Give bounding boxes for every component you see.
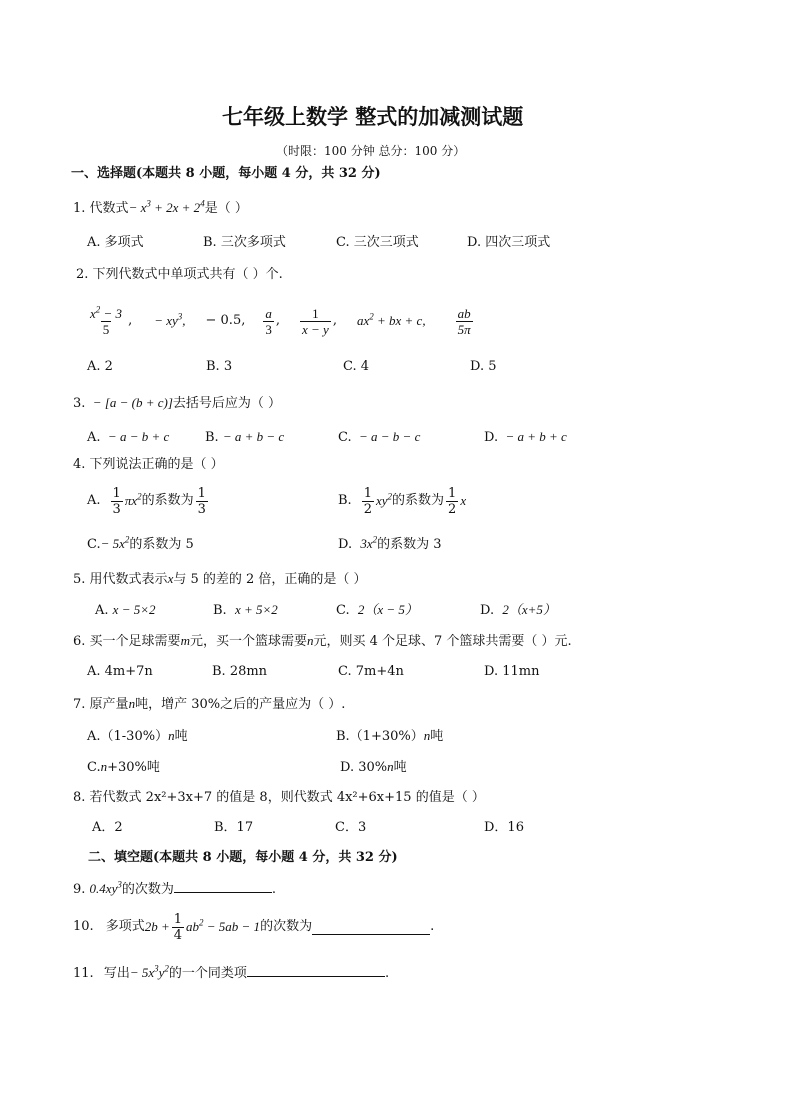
page-subtitle: （时限：100 分钟 总分：100 分）: [276, 144, 466, 158]
question-stem: 是（ ）: [204, 201, 248, 216]
question-stem: 下列代数式中单项式共有（ ）个.: [92, 267, 283, 282]
section-heading-fill: 二、填空题(本题共 8 小题，每小题 4 分，共 32 分): [88, 850, 398, 865]
question-stem: 代数式: [89, 201, 129, 216]
question-7: 7. 原产量n吨，增产 30%之后的产量应为（ ）.: [73, 696, 346, 712]
q2-option-b: B. 3: [206, 359, 233, 374]
section-heading-choice: 一、选择题(本题共 8 小题，每小题 4 分，共 32 分): [71, 166, 381, 181]
q3-option-c: C. − a − b − c: [338, 429, 421, 445]
q1-option-d: D. 四次三项式: [467, 235, 551, 250]
q6-option-a: A. 4m+7n: [87, 664, 153, 679]
question-11: 11. 写出− $5x^3y^2$的一个同类项 .: [73, 963, 390, 981]
question-number: 3.: [73, 396, 86, 411]
q8-option-c: C．3: [335, 820, 367, 835]
math-expression: $ax^2$ + bx + c,: [356, 311, 426, 328]
q5-option-d: D. 2（x+5）: [480, 602, 556, 618]
question-3: [73, 394, 281, 413]
question-number: 1.: [73, 201, 86, 216]
question-number: 9.: [73, 882, 86, 897]
q1-option-a: A. 多项式: [87, 235, 144, 250]
q2-option-a: A. 2: [87, 359, 113, 374]
math-fraction: $\frac{1}{x - y}$: [302, 305, 329, 337]
math-fraction: $\frac{x^2 - 3}{5}$: [90, 304, 123, 337]
q1-option-b: B. 三次多项式: [203, 235, 286, 250]
page-title: 七年级上数学 整式的加减测试题: [222, 104, 524, 129]
q3-option-b: B. − a + b − c: [205, 429, 285, 445]
math-fraction: $\frac{a}{3}$: [265, 305, 272, 337]
q2-option-d: D. 5: [470, 359, 497, 374]
q8-option-b: B．17: [214, 820, 254, 835]
question-number: 8.: [73, 790, 86, 805]
q3-option-a: A. − a − b + c: [87, 429, 170, 445]
q6-option-c: C. 7m+4n: [338, 664, 404, 679]
question-number: 10.: [73, 919, 94, 934]
math-expression: − $xy^3$,: [154, 311, 186, 328]
q7-option-c: C.n+30%吨: [87, 759, 160, 775]
math-expression: − 0.5,: [205, 313, 246, 328]
math-fraction: $\frac{ab}{5\pi}$: [457, 305, 471, 337]
math-expression: − [a − (b + c)]: [89, 395, 173, 410]
question-number: 7.: [73, 697, 86, 712]
q4-option-b: B. $\frac{1}{2}$ $xy^2$ 的系数为 $\frac{1}{2}$ x: [338, 485, 467, 517]
q8-option-a: A．2: [92, 820, 123, 835]
question-stem: 下列说法正确的是（ ）: [89, 457, 224, 472]
question-number: 4.: [73, 457, 86, 472]
q5-option-c: C. 2（x − 5）: [336, 602, 418, 618]
question-8: 8. 若代数式 2x²+3x+7 的值是 8，则代数式 4x²+6x+15 的值是（ ）: [73, 790, 485, 805]
q7-option-b: B.（1+30%）n吨: [336, 728, 444, 744]
question-number: 11.: [73, 966, 94, 981]
q7-option-d: D. 30%n吨: [340, 759, 407, 775]
q1-option-c: C. 三次三项式: [336, 235, 419, 250]
q6-option-b: B. 28mn: [212, 664, 268, 679]
q4-option-a: A. $\frac{1}{3}$ $\pi x^2$ 的系数为 $\frac{1}{3}$: [87, 485, 206, 517]
question-stem: 去括号后应为（ ）: [172, 396, 282, 411]
question-6: 6. 买一个足球需要m元，买一个篮球需要n元，则买 4 个足球、7 个篮球共需要（ ）元.: [73, 633, 572, 649]
q4-option-c: $C.- 5x^2$的系数为 5: [87, 534, 194, 552]
answer-blank[interactable]: [247, 962, 385, 977]
question-number: 2.: [76, 267, 89, 282]
question-5: 5. 用代数式表示x与 5 的差的 2 倍，正确的是（ ）: [73, 571, 367, 587]
answer-blank[interactable]: [174, 878, 272, 893]
q8-option-d: D．16: [484, 820, 524, 835]
question-4: [73, 456, 224, 474]
question-1: [73, 199, 248, 218]
q7-option-a: A.（1-30%）n吨: [87, 728, 188, 744]
question-9: 9. $0.4xy^3$的次数为 .: [73, 879, 276, 897]
question-2: [76, 266, 283, 284]
q5-option-a: A. x − 5×2: [95, 602, 156, 618]
q2-expressions: $\frac{x^2 - 3}{5}$ , − $xy^3$, − 0.5, $\frac{a}{3}$ , $\frac{1}{x - y}$ , $ax^2$ + bx + c, $\frac{ab}{5\pi}$: [90, 304, 471, 337]
q3-option-d: D. − a + b + c: [484, 429, 567, 445]
question-number: 5.: [73, 572, 86, 587]
q6-option-d: D. 11mn: [484, 664, 540, 679]
q4-option-d: D. $3x^2$的系数为 3: [338, 534, 442, 552]
math-expression: − $x^3 + 2x + 2^4$: [128, 198, 205, 215]
q2-option-c: C. 4: [343, 359, 370, 374]
question-number: 6.: [73, 634, 86, 649]
q5-option-b: B. x + 5×2: [213, 602, 278, 618]
answer-blank[interactable]: [312, 920, 430, 935]
question-10: 10. 多项式 2b + $\frac{1}{4}$ $ab^2 - 5ab - 1$ 的次数为 .: [73, 911, 435, 943]
